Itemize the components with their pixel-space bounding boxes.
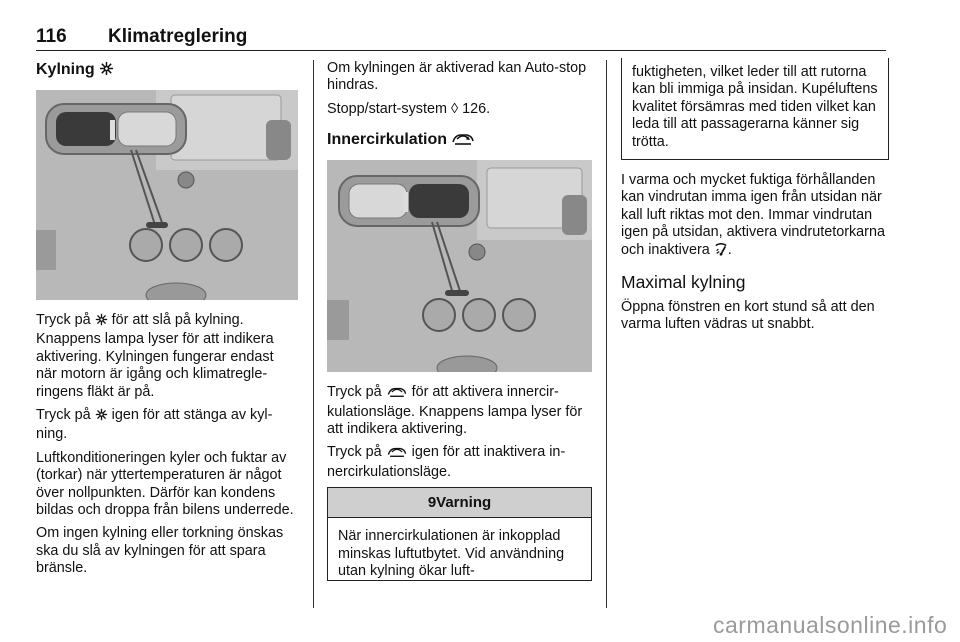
section-heading-maximal-kylning: Maximal kylning xyxy=(621,272,746,293)
page-header xyxy=(36,26,886,51)
snowflake-icon xyxy=(99,61,114,82)
warning-text: fuktigheten, vilket leder till att rutorna kan bli immiga på insidan. Kupéluftens kvalitet försämras med tiden vilket kan leda till att passagerarna känner sig trötta. xyxy=(632,64,878,150)
column-divider xyxy=(606,60,607,608)
paragraph: Tryck på för att slå på kylning. Knappens lampa lyser för att indikera aktivering. Kylningen fungerar endast när motorn är igång och klimatregleringens fläkt är på. xyxy=(36,312,274,400)
paragraph: Tryck på igen för att stänga av kylning. xyxy=(36,407,273,443)
ac-button-photo xyxy=(36,90,298,300)
warning-box-continued xyxy=(621,58,889,160)
section-heading-kylning xyxy=(36,60,298,82)
watermark: carmanualsonline.info xyxy=(713,612,948,638)
paragraph: Tryck på igen för att inaktivera innercirkulationsläge. xyxy=(327,444,566,480)
warning-body xyxy=(328,518,591,580)
section-heading-innercirkulation xyxy=(327,130,592,152)
warning-text: När innercirkulationen är inkopplad minskas luftutbytet. Vid användning utan kylning ökar luft- xyxy=(338,528,565,580)
recirculation-icon xyxy=(451,132,475,152)
page-number: 116 xyxy=(36,26,67,47)
paragraph: Tryck på för att aktivera innercirkulationsläge. Knappens lampa lyser för att indikera aktivering. xyxy=(327,384,583,438)
paragraph: I varma och mycket fuktiga förhållanden kan vindrutan imma igen från utsidan när kall luft riktas mot den. Immar vindrutan igen på utsidan, aktivera vindrutetorkarna och inaktivera . xyxy=(621,172,889,261)
column-left xyxy=(36,60,298,584)
warning-box xyxy=(327,487,592,581)
warning-title: 9Varning xyxy=(328,488,591,518)
recirculation-icon xyxy=(386,386,408,403)
column-right xyxy=(621,60,889,340)
snowflake-icon xyxy=(95,313,108,331)
column-divider xyxy=(313,60,314,608)
paragraph: Om ingen kylning eller torkning önskas ska du slå av kylningen för att spara bränsle. xyxy=(36,525,284,577)
recirculation-icon xyxy=(386,446,408,463)
column-middle xyxy=(327,60,592,581)
cross-reference: Stopp/start-system ◊ 126. xyxy=(327,100,491,117)
chapter-title: Klimatreglering xyxy=(108,26,248,47)
wiper-icon xyxy=(714,242,728,261)
recirculation-button-photo xyxy=(327,160,592,372)
snowflake-icon xyxy=(95,408,108,426)
heading-text: Innercirkulation xyxy=(327,131,448,149)
paragraph: Luftkonditioneringen kyler och fuktar av (torkar) när yttertemperaturen är något över nollpunkten. Därför kan kondens bildas och droppa från bilens underrede. xyxy=(36,449,294,519)
paragraph: Öppna fönstren en kort stund så att den varma luften vädras ut snabbt. xyxy=(621,299,875,333)
paragraph: Om kylningen är aktiverad kan Auto-stop hindras. xyxy=(327,60,587,94)
heading-text: Kylning xyxy=(36,61,95,78)
